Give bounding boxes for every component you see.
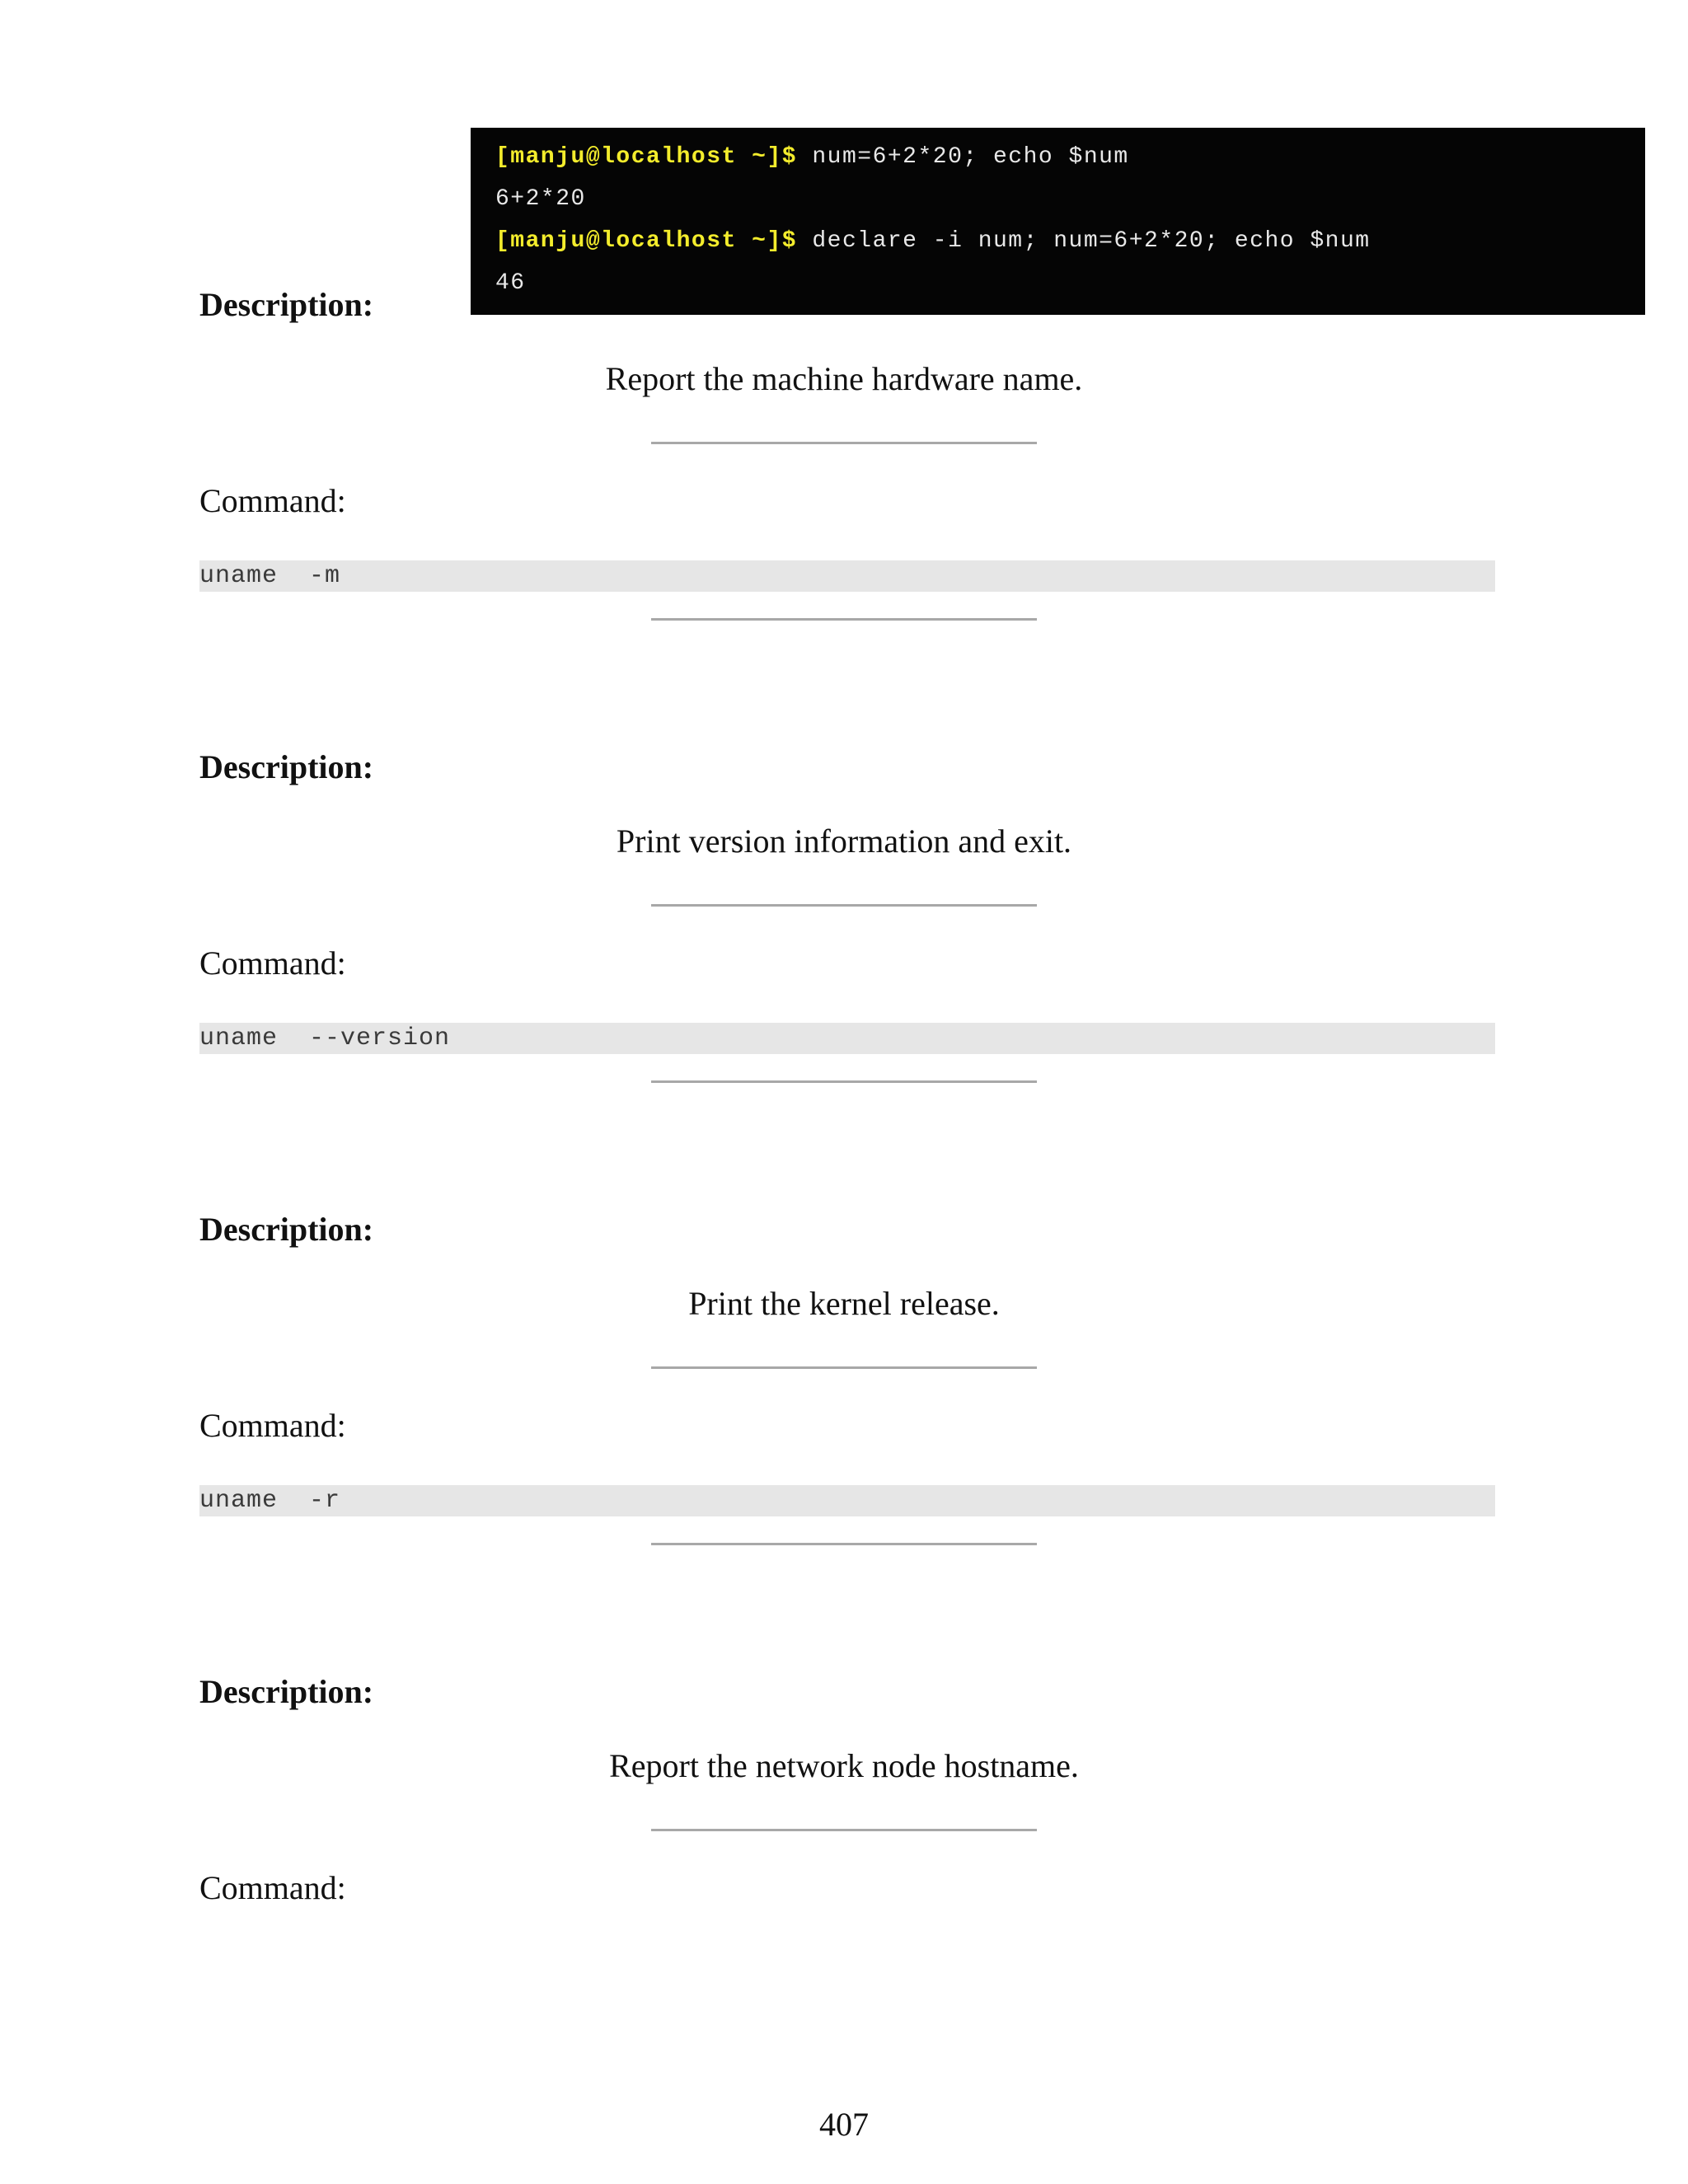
description-text: Report the network node hostname. xyxy=(609,1747,1079,1784)
description-label: Description: xyxy=(199,1211,374,1248)
description-label: Description: xyxy=(199,748,374,785)
command-code: uname -m xyxy=(199,560,1495,592)
terminal-line xyxy=(495,262,1645,304)
terminal-text: num=6+2*20; echo $num xyxy=(797,144,1129,170)
divider xyxy=(651,618,1037,621)
command-code: uname -r xyxy=(199,1485,1495,1516)
description-text: Print the kernel release. xyxy=(688,1285,1000,1322)
terminal-line xyxy=(495,220,1645,262)
terminal-line xyxy=(495,136,1645,178)
terminal-text: 46 xyxy=(495,270,526,296)
terminal-line xyxy=(495,178,1645,220)
divider xyxy=(651,1829,1037,1831)
command-label: Command: xyxy=(199,1869,346,1906)
terminal-prompt: [manju@localhost ~]$ xyxy=(495,228,798,254)
divider xyxy=(651,1080,1037,1083)
terminal-prompt: [manju@localhost ~]$ xyxy=(495,144,798,170)
command-label: Command: xyxy=(199,944,346,982)
terminal-text: 6+2*20 xyxy=(495,186,586,212)
divider xyxy=(651,1543,1037,1545)
command-label: Command: xyxy=(199,482,346,519)
command-code: uname --version xyxy=(199,1023,1495,1054)
divider xyxy=(651,1366,1037,1369)
command-label: Command: xyxy=(199,1407,346,1444)
description-label: Description: xyxy=(199,1673,374,1710)
page-number: 407 xyxy=(819,2106,869,2143)
description-text: Report the machine hardware name. xyxy=(605,360,1083,397)
description-label: Description: xyxy=(199,286,374,323)
divider xyxy=(651,442,1037,444)
divider xyxy=(651,904,1037,907)
description-text: Print version information and exit. xyxy=(616,823,1072,860)
terminal-text: declare -i num; num=6+2*20; echo $num xyxy=(797,228,1371,254)
terminal-output xyxy=(471,128,1645,315)
